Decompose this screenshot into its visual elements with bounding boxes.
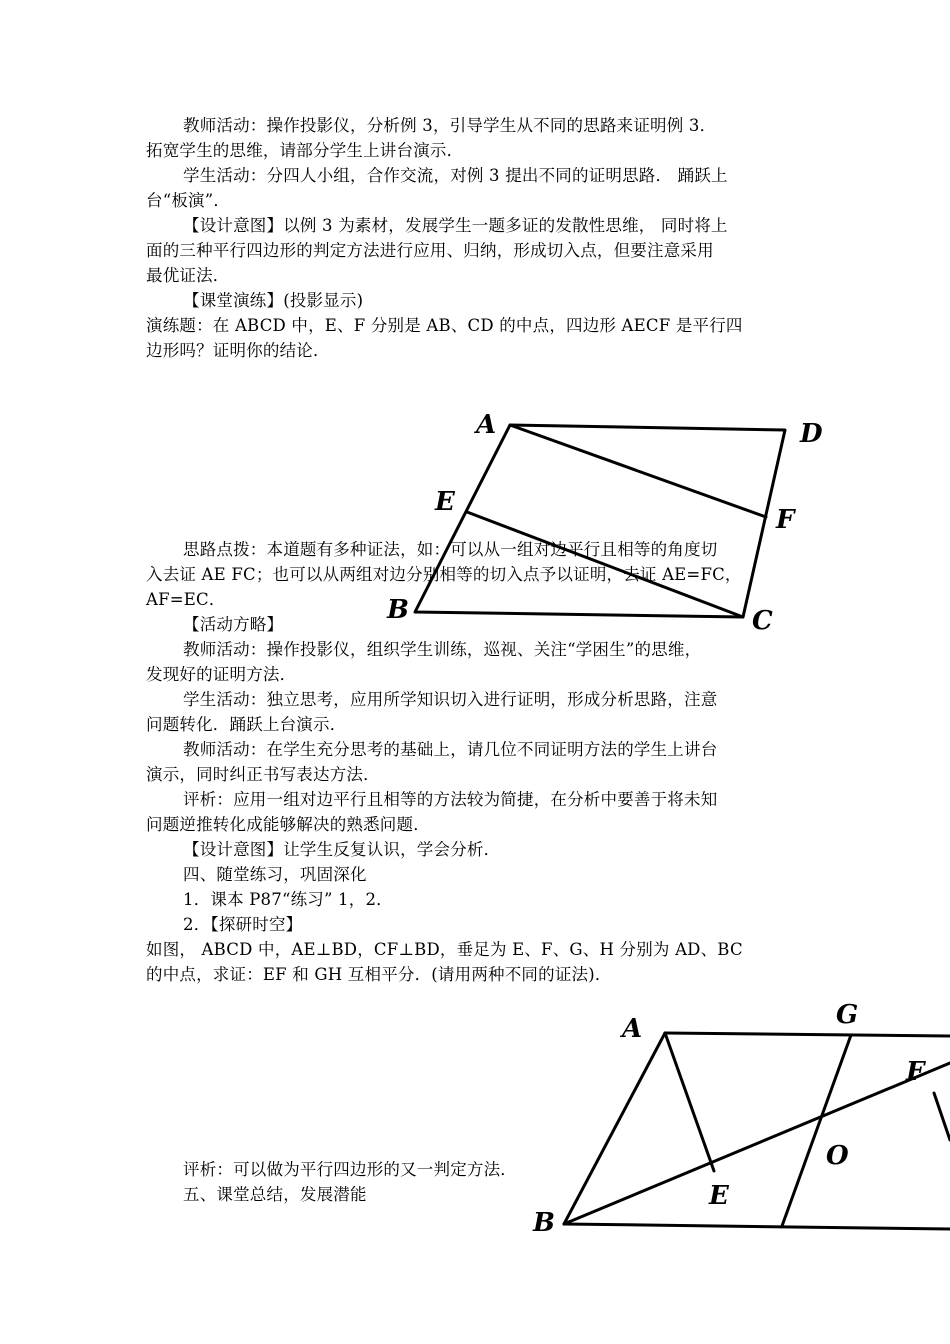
text-line: 最优证法． — [146, 266, 230, 285]
figure1-label-a: A — [476, 410, 497, 440]
text-line: 【设计意图】以例 3 为素材，发展学生一题多证的发散性思维， 同时将上 — [183, 216, 728, 235]
figure2-shape — [564, 1033, 950, 1229]
text-line: 【课堂演练】(投影显示) — [183, 291, 364, 310]
figure1-label-c: C — [752, 606, 773, 636]
text-line: 1．课本 P87“练习” 1，2． — [183, 890, 393, 909]
text-line: 【活动方略】 — [183, 615, 284, 634]
figure2-label-o: O — [826, 1141, 849, 1171]
text-line: 教师活动：操作投影仪，组织学生训练，巡视、关注“学困生”的思维， — [183, 640, 702, 659]
text-line: 问题转化．踊跃上台演示． — [146, 715, 347, 734]
text-line: 学生活动：分四人小组，合作交流，对例 3 提出不同的证明思路． 踊跃上 — [183, 166, 728, 185]
text-line: 教师活动：操作投影仪，分析例 3，引导学生从不同的思路来证明例 3． — [183, 116, 717, 135]
text-line: 【设计意图】让学生反复认识，学会分析． — [183, 840, 501, 859]
figure2-label-b: B — [533, 1208, 555, 1238]
text-line: 演练题：在 ABCD 中，E、F 分别是 AB、CD 的中点，四边形 AECF 是平行四 — [146, 316, 743, 335]
text-line: 边形吗？证明你的结论． — [146, 341, 330, 360]
text-line: 面的三种平行四边形的判定方法进行应用、归纳，形成切入点，但要注意采用 — [146, 241, 714, 260]
figure1-label-f: F — [776, 505, 795, 535]
figure2-label-g: G — [836, 1000, 859, 1030]
figure2-label-f: F — [906, 1057, 925, 1087]
text-line: 发现好的证明方法． — [146, 665, 297, 684]
text-line: 学生活动：独立思考，应用所学知识切入进行证明，形成分析思路，注意 — [183, 690, 718, 709]
text-line: 2．【探研时空】 — [183, 915, 303, 934]
text-line: 演示，同时纠正书写表达方法． — [146, 765, 380, 784]
text-line: 的中点，求证：EF 和 GH 互相平分．(请用两种不同的证法)． — [146, 965, 612, 984]
text-line: 入去证 AE FC；也可以从两组对边分别相等的切入点予以证明，去证 AE=FC， — [146, 565, 742, 584]
text-line: 思路点拨：本道题有多种证法，如：可以从一组对边平行且相等的角度切 — [183, 540, 718, 559]
text-line: 拓宽学生的思维，请部分学生上讲台演示． — [146, 141, 464, 160]
figure1-label-d: D — [800, 419, 823, 449]
text-line: 台“板演”． — [146, 191, 231, 210]
text-line: 五、课堂总结，发展潜能 — [183, 1185, 367, 1204]
text-line: 评析：可以做为平行四边形的又一判定方法． — [183, 1160, 517, 1179]
figure2-label-a: A — [622, 1014, 643, 1044]
text-line: 问题逆推转化成能够解决的熟悉问题． — [146, 815, 430, 834]
text-line: 如图， ABCD 中，AE⊥BD，CF⊥BD，垂足为 E、F、G、H 分别为 AD、BC — [146, 940, 743, 959]
text-line: 教师活动：在学生充分思考的基础上，请几位不同证明方法的学生上讲台 — [183, 740, 718, 759]
text-line: AF=EC． — [146, 590, 226, 609]
figure2-label-e: E — [709, 1181, 729, 1211]
text-line: 四、随堂练习，巩固深化 — [183, 865, 367, 884]
figure1-label-e: E — [435, 487, 455, 517]
figure1-label-b: B — [387, 595, 409, 625]
text-line: 评析：应用一组对边平行且相等的方法较为简捷，在分析中要善于将未知 — [183, 790, 718, 809]
